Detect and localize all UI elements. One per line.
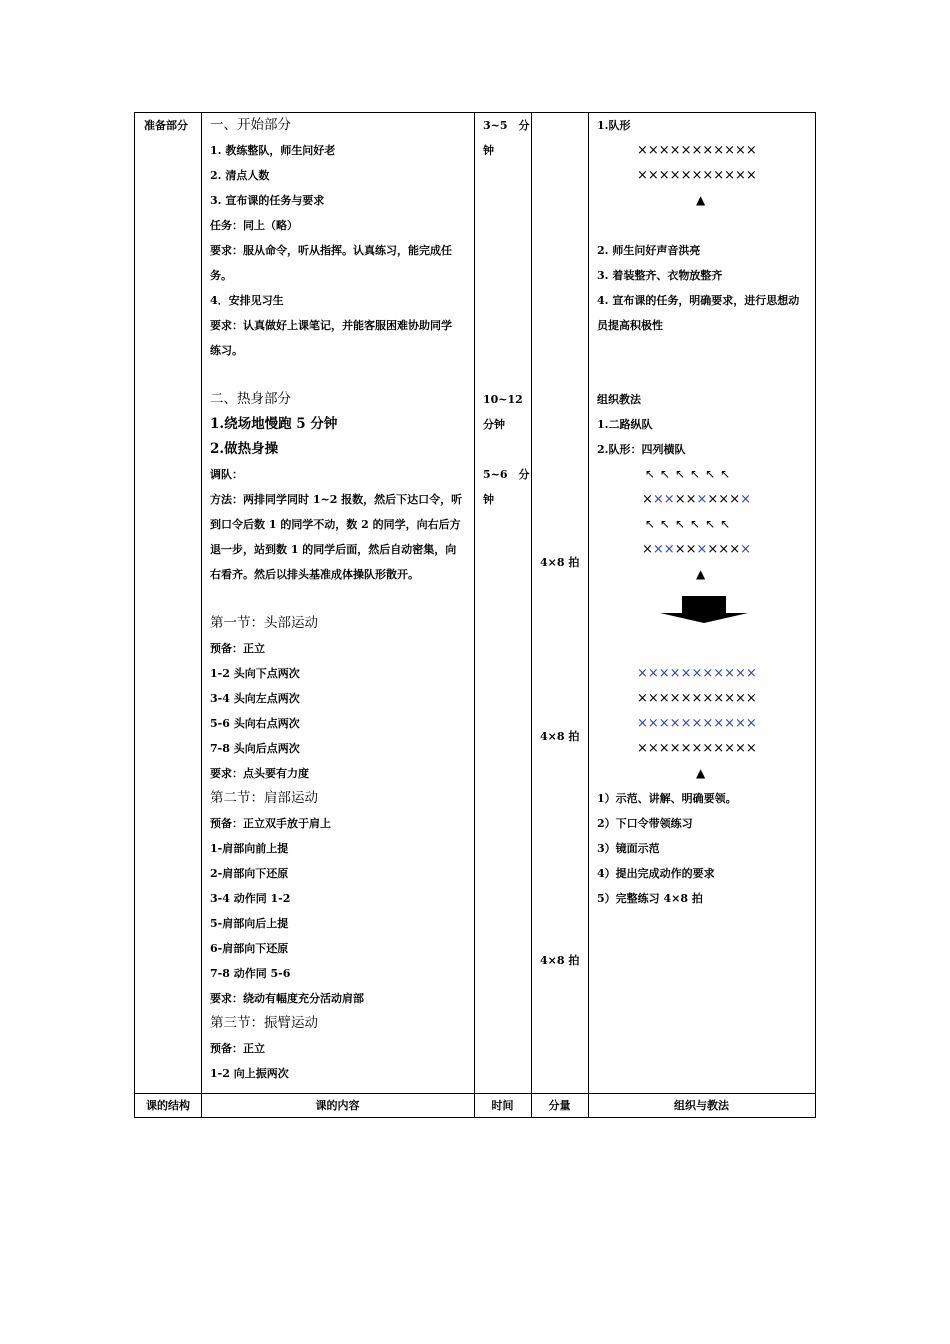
method-line: 3. 着装整齐、衣物放整齐 [597,269,723,282]
arrow-up-left-icon-row: ↖↖↖↖↖↖ [645,517,736,531]
method-line: 4. 宣布课的任务，明确要求，进行思想动 [597,294,800,307]
section-label: 准备部分 [144,119,188,132]
time-text: 钟 [483,144,494,157]
method-line: 2.队形：四列横队 [597,443,686,456]
content-line: 1-肩部向前上提 [210,842,289,855]
arrow-up-left-icon-row: ↖↖↖↖↖↖ [645,467,736,481]
content-line: 7-8 头向后点两次 [210,742,300,755]
content-line: 1-2 头向下点两次 [210,667,300,680]
formation-row: ××××××××××× [637,691,757,706]
content-line: 预备：正立双手放于肩上 [210,817,331,830]
content-line: 3-4 动作同 1-2 [210,892,291,905]
content-line: 调队： [210,468,243,481]
col-divider [588,113,589,1117]
content-line: 到口令后数 1 的同学不动，数 2 的同学，向右后方 [210,518,461,531]
method-line: 4）提出完成动作的要求 [597,867,715,880]
content-line: 务。 [210,269,232,282]
content-line: 2.做热身操 [210,441,279,457]
content-line: 任务：同上（略） [210,219,298,232]
teacher-triangle-icon: ▲ [696,567,706,581]
method-line: 3）镜面示范 [597,842,660,855]
content-line: 7-8 动作同 5-6 [210,967,291,980]
content-line: 1.绕场地慢跑 5 分钟 [210,416,338,432]
content-line: 6-肩部向下还原 [210,942,289,955]
content-line: 1-2 向上振两次 [210,1067,289,1080]
time-text: 钟 [483,493,494,506]
method-line: 5）完整练习 4×8 拍 [597,892,703,905]
footer-amount: 分量 [548,1099,571,1112]
method-line: 2）下口令带领练习 [597,817,693,830]
teacher-triangle-icon: ▲ [696,193,706,207]
content-line: 要求：服从命令，听从指挥。认真练习，能完成任 [210,244,452,257]
method-line: 1.队形 [597,119,631,132]
content-line: 预备：正立 [210,1042,265,1055]
transform-down-arrow-icon [660,596,750,624]
teacher-triangle-icon: ▲ [696,766,706,780]
content-line: 5-6 头向右点两次 [210,717,300,730]
content-line: 3-4 头向左点两次 [210,692,300,705]
amount-text: 4×8 拍 [540,556,580,569]
amount-text: 4×8 拍 [540,954,580,967]
footer-time: 时间 [491,1099,514,1112]
method-line: 1.二路纵队 [597,418,653,431]
method-line: 1）示范、讲解、明确要领。 [597,792,737,805]
footer-content: 课的内容 [315,1099,360,1112]
content-line: 方法：两排同学同时 1~2 报数，然后下达口令，听 [210,493,463,506]
time-text: 分钟 [483,418,505,431]
col-divider [474,113,475,1117]
content-line: 2-肩部向下还原 [210,867,289,880]
amount-text: 4×8 拍 [540,730,580,743]
section-1-title: 第一节：头部运动 [210,615,318,631]
formation-row-mixed: ×××××××××× [642,542,751,557]
content-line: 3. 宣布课的任务与要求 [210,194,325,207]
content-line: 要求：认真做好上课笔记，并能客服困难协助同学 [210,319,452,332]
method-line: 2. 师生问好声音洪亮 [597,244,701,257]
content-line: 要求：点头要有力度 [210,767,309,780]
formation-row-mixed: ×××××××××× [642,492,751,507]
content-line: 预备：正立 [210,642,265,655]
content-line: 4．安排见习生 [210,294,284,307]
section-2-title: 第二节：肩部运动 [210,790,318,806]
footer-structure: 课的结构 [146,1099,190,1112]
formation-row: ××××××××××× [637,716,757,731]
footer-method: 组织与教法 [674,1099,729,1112]
content-line: 1. 教练整队，师生问好老 [210,144,336,157]
formation-row: ××××××××××× [637,168,757,183]
lesson-plan-table [134,112,816,1118]
content-line: 5-肩部向后上提 [210,917,289,930]
content-line: 右看齐。然后以排头基准成体操队形散开。 [210,568,419,581]
formation-row: ××××××××××× [637,741,757,756]
content-line: 要求：绕动有幅度充分活动肩部 [210,992,364,1005]
time-text: 3~5 分 [483,119,530,132]
content-line: 退一步，站到数 1 的同学后面，然后自动密集，向 [210,543,457,556]
formation-row: ××××××××××× [637,143,757,158]
section-3-title: 第三节：振臂运动 [210,1015,318,1031]
col-divider [201,113,202,1117]
method-line: 组织教法 [597,393,641,406]
time-text: 5~6 分 [483,468,530,481]
col-divider [531,113,532,1117]
formation-row: ××××××××××× [637,666,757,681]
start-title: 一、开始部分 [210,117,291,133]
content-line: 练习。 [210,344,243,357]
warmup-title: 二、热身部分 [210,391,291,407]
method-line: 员提高积极性 [597,319,663,332]
content-line: 2. 清点人数 [210,169,270,182]
time-text: 10~12 [483,393,523,406]
